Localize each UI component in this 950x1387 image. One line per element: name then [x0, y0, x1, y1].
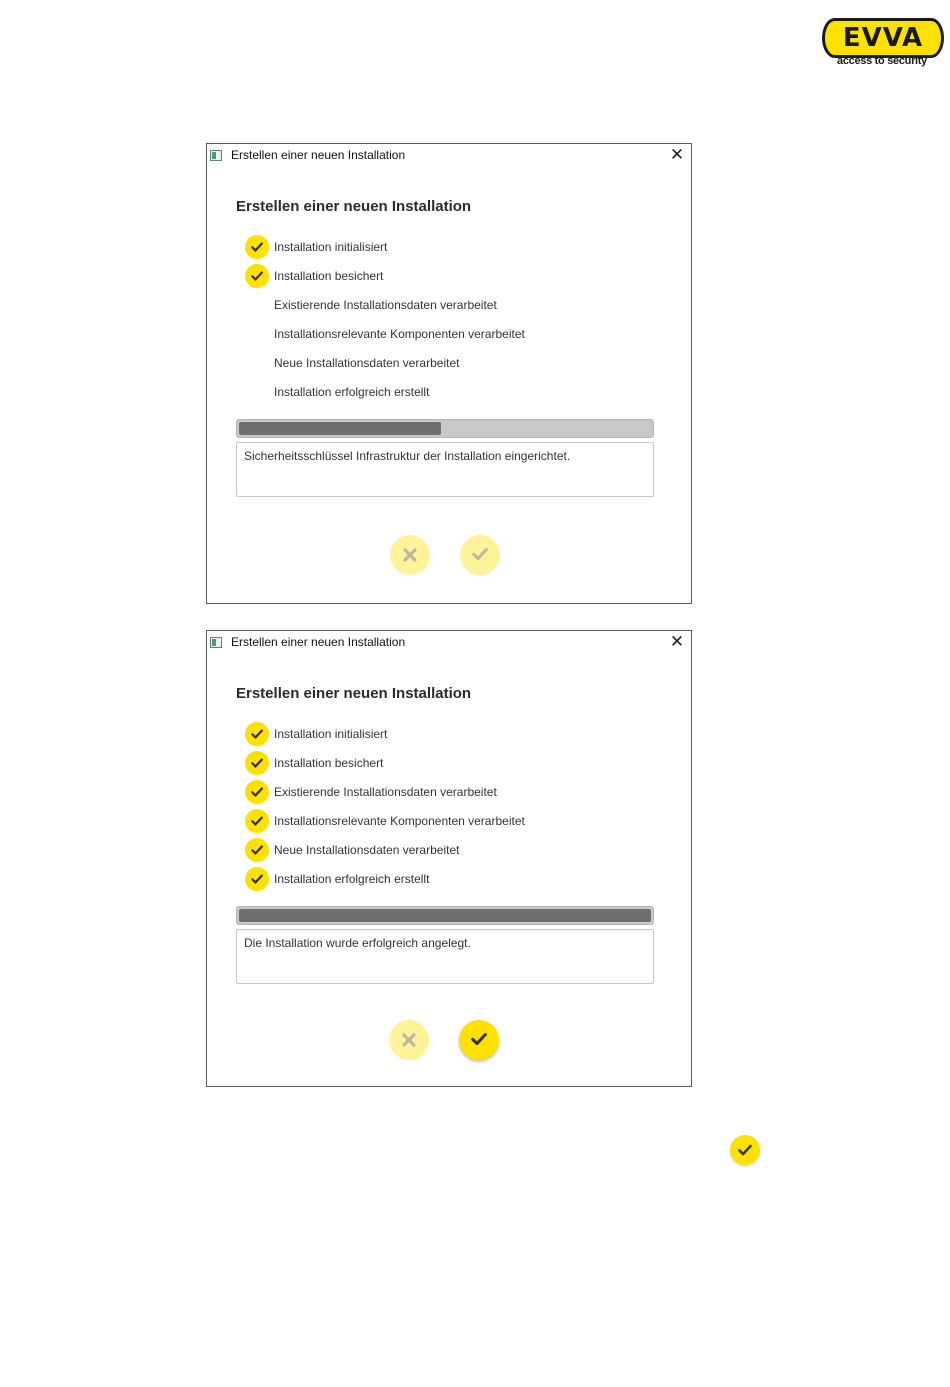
window-title: Erstellen einer neuen Installation: [231, 635, 406, 649]
check-icon: [245, 780, 269, 804]
status-message: Die Installation wurde erfolgreich angelegt.: [244, 936, 471, 950]
dialog-in-progress: [206, 143, 692, 604]
step-item: [245, 322, 645, 346]
cancel-button[interactable]: [389, 1020, 429, 1060]
progress-bar: [236, 906, 654, 925]
step-label: Existierende Installationsdaten verarbeitet: [274, 298, 497, 312]
status-message-box: [236, 442, 654, 497]
evva-logo-tagline: access to security: [837, 55, 927, 67]
progress-fill: [239, 909, 651, 922]
step-label: Neue Installationsdaten verarbeitet: [274, 356, 460, 370]
x-icon: [401, 1032, 417, 1048]
x-icon: [402, 547, 418, 563]
check-icon: [245, 809, 269, 833]
check-icon: [471, 1032, 487, 1046]
step-item: [245, 838, 645, 862]
step-label: Installation besichert: [274, 756, 384, 770]
step-item: [245, 380, 645, 404]
step-item: [245, 264, 645, 288]
window-titlebar: [207, 144, 691, 168]
step-item: [245, 293, 645, 317]
step-label: Installation erfolgreich erstellt: [274, 872, 430, 886]
confirm-button[interactable]: [460, 535, 500, 575]
close-icon[interactable]: ✕: [669, 145, 685, 164]
dialog-heading: Erstellen einer neuen Installation: [236, 198, 472, 215]
app-window-icon: [210, 150, 222, 161]
check-icon: [245, 838, 269, 862]
cancel-button[interactable]: [390, 535, 430, 575]
check-icon: [472, 547, 488, 561]
step-label: Installationsrelevante Komponenten verarbeitet: [274, 814, 525, 828]
check-icon: [730, 1135, 760, 1165]
step-label: Installation erfolgreich erstellt: [274, 385, 430, 399]
check-icon: [245, 867, 269, 891]
progress-fill: [239, 422, 441, 435]
check-icon: [245, 722, 269, 746]
check-icon: [245, 751, 269, 775]
step-item: [245, 351, 645, 375]
status-message: Sicherheitsschlüssel Infrastruktur der Installation eingerichtet.: [244, 449, 571, 463]
step-label: Installation initialisiert: [274, 727, 388, 741]
evva-logo-wordmark: EVVA: [842, 23, 924, 53]
dialog-completed: [206, 630, 692, 1087]
app-window-icon: [210, 637, 222, 648]
step-label: Installation besichert: [274, 269, 384, 283]
check-icon-glyph: [738, 1144, 752, 1156]
check-icon: [245, 264, 269, 288]
evva-logo: [820, 14, 946, 72]
check-icon: [245, 235, 269, 259]
step-item: [245, 780, 645, 804]
step-item: [245, 751, 645, 775]
step-label: Existierende Installationsdaten verarbeitet: [274, 785, 497, 799]
step-label: Installation initialisiert: [274, 240, 388, 254]
status-message-box: [236, 929, 654, 984]
step-label: Neue Installationsdaten verarbeitet: [274, 843, 460, 857]
step-item: [245, 235, 645, 259]
progress-bar: [236, 419, 654, 438]
step-item: [245, 722, 645, 746]
step-label: Installationsrelevante Komponenten verarbeitet: [274, 327, 525, 341]
window-title: Erstellen einer neuen Installation: [231, 148, 406, 162]
step-item: [245, 867, 645, 891]
confirm-button[interactable]: [459, 1020, 499, 1060]
window-titlebar: [207, 631, 691, 655]
close-icon[interactable]: ✕: [669, 632, 685, 651]
step-item: [245, 809, 645, 833]
dialog-heading: Erstellen einer neuen Installation: [236, 685, 472, 702]
evva-logo-plate: [822, 18, 944, 58]
